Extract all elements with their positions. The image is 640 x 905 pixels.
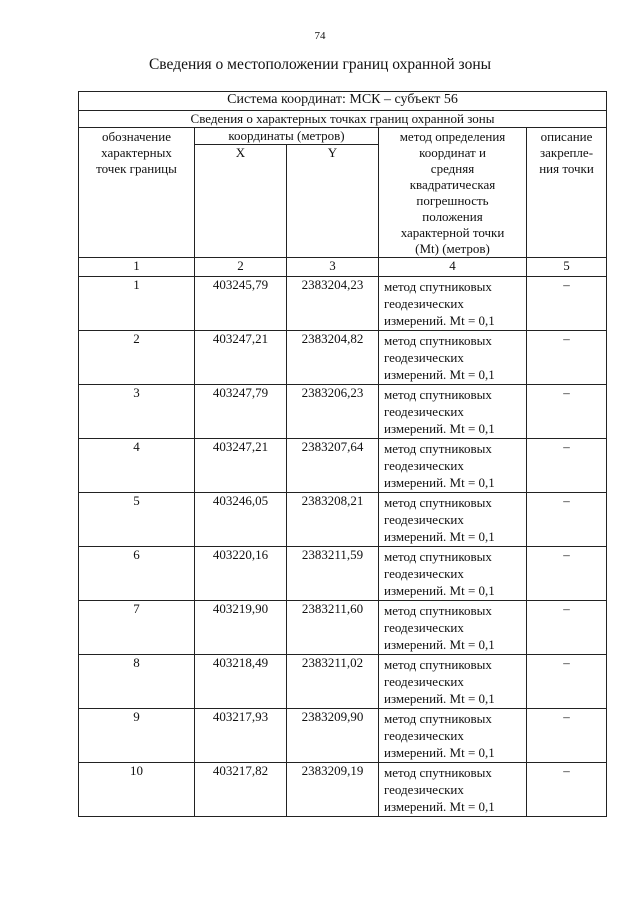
coord-x: 403219,90 <box>195 601 287 655</box>
method-line: метод спутниковых <box>384 333 492 348</box>
method-line: метод спутниковых <box>384 711 492 726</box>
header-y: Y <box>287 145 379 258</box>
coord-y: 2383204,82 <box>287 331 379 385</box>
header-method <box>379 128 527 258</box>
method-line: измерений. Mt = 0,1 <box>384 583 495 598</box>
method-line: измерений. Mt = 0,1 <box>384 799 495 814</box>
method-cell <box>379 331 527 385</box>
table-row <box>79 331 607 385</box>
method-line: измерений. Mt = 0,1 <box>384 745 495 760</box>
header-designation-line: характерных <box>101 145 172 160</box>
method-line: геодезических <box>384 674 464 689</box>
column-number: 1 <box>79 258 195 277</box>
point-number: 8 <box>79 655 195 709</box>
column-number: 3 <box>287 258 379 277</box>
coord-y: 2383204,23 <box>287 277 379 331</box>
method-cell <box>379 655 527 709</box>
method-line: геодезических <box>384 728 464 743</box>
coord-x: 403218,49 <box>195 655 287 709</box>
header-designation <box>79 128 195 258</box>
point-number: 2 <box>79 331 195 385</box>
point-description: – <box>527 547 607 601</box>
header-description-line: ния точки <box>539 161 594 176</box>
method-line: измерений. Mt = 0,1 <box>384 691 495 706</box>
point-description: – <box>527 277 607 331</box>
method-line: геодезических <box>384 458 464 473</box>
coord-x: 403246,05 <box>195 493 287 547</box>
point-number: 9 <box>79 709 195 763</box>
point-number: 4 <box>79 439 195 493</box>
method-line: метод спутниковых <box>384 495 492 510</box>
header-description-line: закрепле- <box>539 145 594 160</box>
point-number: 6 <box>79 547 195 601</box>
point-description: – <box>527 763 607 817</box>
table-row <box>79 385 607 439</box>
method-line: метод спутниковых <box>384 657 492 672</box>
method-line: измерений. Mt = 0,1 <box>384 313 495 328</box>
header-method-line: положения <box>422 209 483 224</box>
point-description: – <box>527 331 607 385</box>
method-line: измерений. Mt = 0,1 <box>384 637 495 652</box>
coord-y: 2383209,90 <box>287 709 379 763</box>
method-line: геодезических <box>384 350 464 365</box>
table-subtitle: Сведения о характерных точках границ охранной зоны <box>79 111 607 128</box>
document-title: Сведения о местоположении границ охранной зоны <box>148 56 492 73</box>
coord-y: 2383211,02 <box>287 655 379 709</box>
coord-y: 2383209,19 <box>287 763 379 817</box>
coord-x: 403217,82 <box>195 763 287 817</box>
method-line: метод спутниковых <box>384 549 492 564</box>
header-description <box>527 128 607 258</box>
header-method-line: координат и <box>419 145 486 160</box>
table-row <box>79 709 607 763</box>
point-description: – <box>527 493 607 547</box>
header-method-line: средняя <box>430 161 475 176</box>
header-method-line: метод определения <box>399 129 506 144</box>
point-number: 1 <box>79 277 195 331</box>
method-line: геодезических <box>384 566 464 581</box>
header-designation-line: точек границы <box>96 161 177 176</box>
method-line: геодезических <box>384 782 464 797</box>
method-line: геодезических <box>384 296 464 311</box>
table-row <box>79 655 607 709</box>
table-row <box>79 763 607 817</box>
header-coordinates: координаты (метров) <box>195 128 379 145</box>
coord-x: 403247,79 <box>195 385 287 439</box>
coord-x: 403217,93 <box>195 709 287 763</box>
column-number: 4 <box>379 258 527 277</box>
point-description: – <box>527 655 607 709</box>
table-row <box>79 493 607 547</box>
coord-y: 2383211,60 <box>287 601 379 655</box>
method-line: измерений. Mt = 0,1 <box>384 367 495 382</box>
method-cell <box>379 601 527 655</box>
header-x: X <box>195 145 287 258</box>
method-cell <box>379 493 527 547</box>
method-line: геодезических <box>384 512 464 527</box>
method-cell <box>379 277 527 331</box>
method-line: метод спутниковых <box>384 603 492 618</box>
table-row <box>79 439 607 493</box>
method-line: метод спутниковых <box>384 765 492 780</box>
point-number: 3 <box>79 385 195 439</box>
method-line: метод спутниковых <box>384 279 492 294</box>
point-description: – <box>527 385 607 439</box>
point-description: – <box>527 709 607 763</box>
coord-x: 403220,16 <box>195 547 287 601</box>
coord-x: 403247,21 <box>195 439 287 493</box>
table-row <box>79 277 607 331</box>
method-line: метод спутниковых <box>384 387 492 402</box>
point-number: 5 <box>79 493 195 547</box>
header-method-line: характерной точки <box>400 225 505 240</box>
table-row <box>79 547 607 601</box>
method-line: метод спутниковых <box>384 441 492 456</box>
method-line: измерений. Mt = 0,1 <box>384 421 495 436</box>
method-line: геодезических <box>384 404 464 419</box>
column-number-row <box>79 258 607 277</box>
table-row <box>79 601 607 655</box>
column-number: 2 <box>195 258 287 277</box>
point-number: 10 <box>79 763 195 817</box>
coord-x: 403247,21 <box>195 331 287 385</box>
header-method-line: квадратическая <box>409 177 496 192</box>
coord-y: 2383206,23 <box>287 385 379 439</box>
point-description: – <box>527 601 607 655</box>
header-method-line: погрешность <box>416 193 489 208</box>
method-cell <box>379 547 527 601</box>
method-cell <box>379 439 527 493</box>
coordinate-system-header: Система координат: МСК – субъект 56 <box>79 92 607 111</box>
column-number: 5 <box>527 258 607 277</box>
method-line: измерений. Mt = 0,1 <box>384 475 495 490</box>
method-cell <box>379 763 527 817</box>
method-line: измерений. Mt = 0,1 <box>384 529 495 544</box>
page-number: 74 <box>314 30 326 42</box>
method-cell <box>379 709 527 763</box>
header-method-line: (Mt) (метров) <box>415 241 490 256</box>
coord-y: 2383211,59 <box>287 547 379 601</box>
header-designation-line: обозначение <box>102 129 171 144</box>
point-description: – <box>527 439 607 493</box>
coord-x: 403245,79 <box>195 277 287 331</box>
boundary-points-table <box>78 91 607 817</box>
coord-y: 2383207,64 <box>287 439 379 493</box>
header-description-line: описание <box>540 129 593 144</box>
method-line: геодезических <box>384 620 464 635</box>
coord-y: 2383208,21 <box>287 493 379 547</box>
point-number: 7 <box>79 601 195 655</box>
method-cell <box>379 385 527 439</box>
